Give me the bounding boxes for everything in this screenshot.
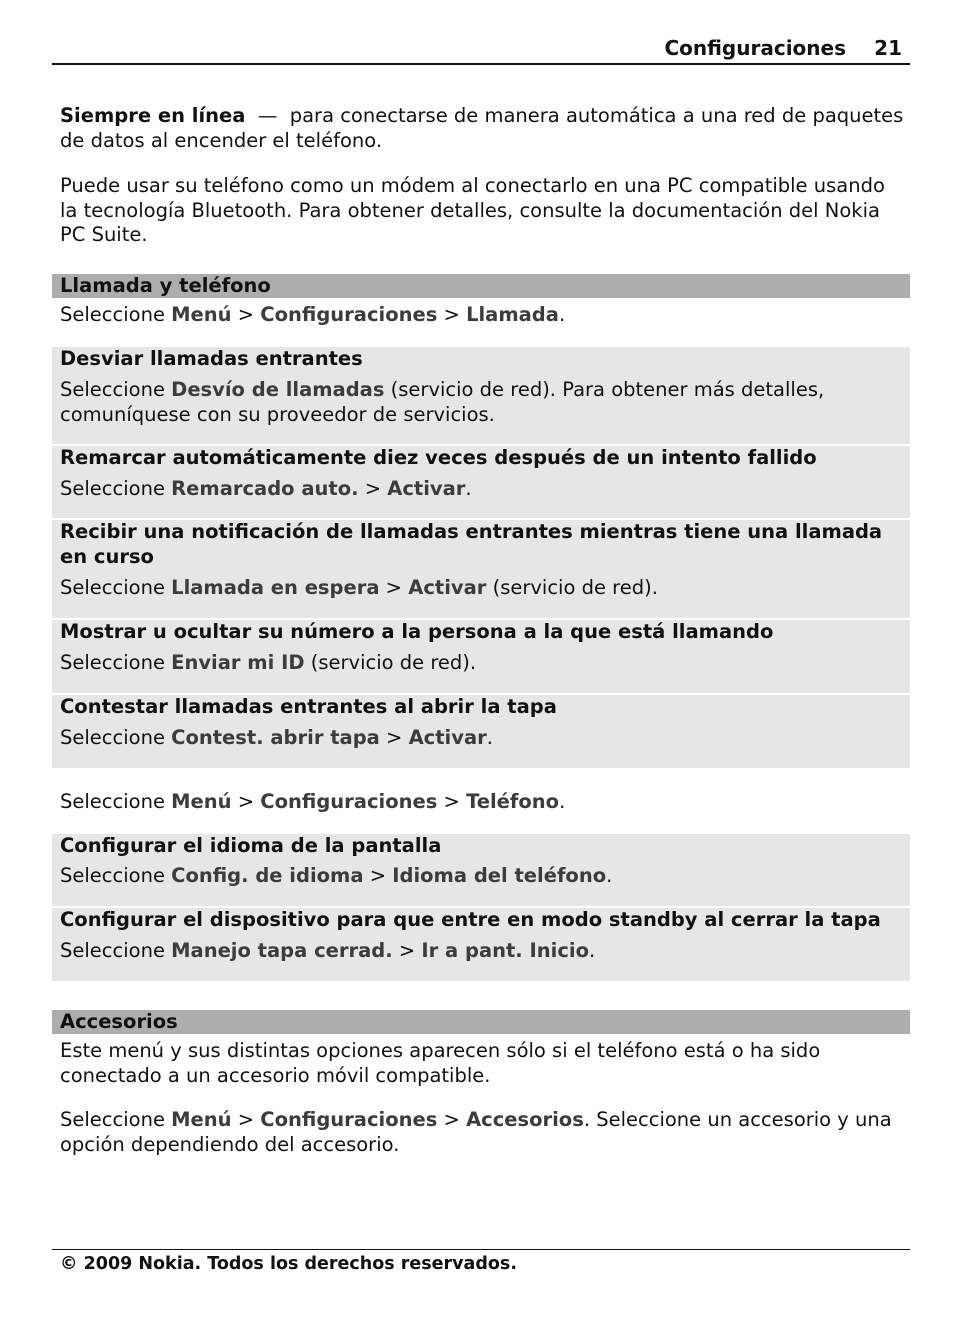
term-siempre-en-linea: Siempre en línea <box>60 104 246 127</box>
option-box-standby <box>52 908 910 981</box>
desc-prefix: Seleccione <box>60 378 165 401</box>
option-description <box>60 651 900 676</box>
option-title: Configurar el dispositivo para que entre en modo standby al cerrar la tapa <box>60 908 881 931</box>
menu-item: Contest. abrir tapa <box>171 726 380 749</box>
desc-suffix: (servicio de red). <box>492 576 658 599</box>
menu-item: Desvío de llamadas <box>171 378 385 401</box>
menu-path-accesorios: Seleccione Menú > Configuraciones > Accesorios. Seleccione un accesorio y una opción dependiendo del accesorio. <box>60 1108 892 1156</box>
intro-paragraph-2: Puede usar su teléfono como un módem al conectarlo en una PC compatible usando la tecnología Bluetooth. Para obtener detalles, consulte la documentación del Nokia PC Suite. <box>60 174 885 246</box>
option-box-enviar-id <box>52 620 910 693</box>
menu-item: Remarcado auto. <box>171 477 359 500</box>
section-heading-llamada <box>52 274 910 298</box>
accesorios-paragraph-1: Este menú y sus distintas opciones aparecen sólo si el teléfono está o ha sido conectado a un accesorio móvil compatible. <box>60 1039 821 1087</box>
desc-prefix: Seleccione <box>60 477 165 500</box>
option-box-desviar <box>52 347 910 444</box>
header-title: Configuraciones <box>664 36 846 60</box>
menu-item: Ir a pant. Inicio <box>421 939 589 962</box>
menu-item: Activar <box>387 477 466 500</box>
option-title: Configurar el idioma de la pantalla <box>60 834 442 857</box>
menu-item-menu: Menú <box>171 1108 232 1131</box>
option-box-contestar-tapa <box>52 695 910 768</box>
intro-paragraph-1 <box>60 104 906 153</box>
section-title: Llamada y teléfono <box>60 274 271 297</box>
menu-item: Activar <box>408 726 487 749</box>
option-title: Contestar llamadas entrantes al abrir la tapa <box>60 695 557 718</box>
page-number: 21 <box>874 36 902 60</box>
page-footer <box>52 1249 910 1274</box>
option-title: Mostrar u ocultar su número a la persona a la que está llamando <box>60 620 774 643</box>
em-dash: — <box>257 104 278 127</box>
page-header <box>52 30 910 65</box>
option-description: Seleccione Config. de idioma > Idioma del teléfono. <box>60 864 613 887</box>
desc-prefix: Seleccione <box>60 651 165 674</box>
menu-item-telefono: Teléfono <box>466 790 560 813</box>
menu-item-configuraciones: Configuraciones <box>260 790 438 813</box>
menu-item-configuraciones: Configuraciones <box>260 303 438 326</box>
menu-item: Activar <box>408 576 487 599</box>
desc-prefix: Seleccione <box>60 576 165 599</box>
option-title: Remarcar automáticamente diez veces después de un intento fallido <box>60 446 817 469</box>
desc-prefix: Seleccione <box>60 939 165 962</box>
desc-suffix: (servicio de red). Para obtener más detalles, comuníquese con su proveedor de servicios. <box>60 378 825 426</box>
option-description <box>60 378 900 427</box>
option-box-remarcar <box>52 446 910 518</box>
desc-prefix: Seleccione <box>60 864 165 887</box>
menu-item: Idioma del teléfono <box>392 864 607 887</box>
path-prefix: Seleccione <box>60 303 165 326</box>
copyright: © 2009 Nokia. Todos los derechos reservados. <box>60 1254 517 1274</box>
option-title: Desviar llamadas entrantes <box>60 347 363 370</box>
menu-item-menu: Menú <box>171 303 232 326</box>
menu-item-llamada: Llamada <box>466 303 559 326</box>
option-description: Seleccione Manejo tapa cerrad. > Ir a pant. Inicio. <box>60 939 596 962</box>
option-title: Recibir una notificación de llamadas entrantes mientras tiene una llamada en curso <box>60 520 883 568</box>
menu-item-configuraciones: Configuraciones <box>260 1108 438 1131</box>
menu-path-llamada: Seleccione Menú > Configuraciones > Llamada. <box>60 303 566 326</box>
option-box-llamada-espera <box>52 520 910 618</box>
path-prefix: Seleccione <box>60 1108 165 1131</box>
option-description: Seleccione Contest. abrir tapa > Activar. <box>60 726 493 749</box>
menu-item: Config. de idioma <box>171 864 364 887</box>
section-title: Accesorios <box>60 1010 178 1033</box>
menu-item: Enviar mi ID <box>171 651 305 674</box>
option-description: Seleccione Remarcado auto. > Activar. <box>60 477 472 500</box>
option-description: Seleccione Llamada en espera > Activar (servicio de red). <box>60 576 658 599</box>
path-suffix: Seleccione un accesorio y una opción dependiendo del accesorio. <box>60 1108 892 1156</box>
menu-item-menu: Menú <box>171 790 232 813</box>
menu-item: Manejo tapa cerrad. <box>171 939 393 962</box>
menu-item: Llamada en espera <box>171 576 380 599</box>
menu-item-accesorios: Accesorios <box>466 1108 584 1131</box>
desc-suffix: (servicio de red). <box>310 651 477 674</box>
menu-path-telefono: Seleccione Menú > Configuraciones > Teléfono. <box>60 790 566 813</box>
path-prefix: Seleccione <box>60 790 165 813</box>
option-box-idioma <box>52 834 910 906</box>
desc-prefix: Seleccione <box>60 726 165 749</box>
section-heading-accesorios <box>52 1010 910 1034</box>
term-definition: para conectarse de manera automática a una red de paquetes de datos al encender el teléfono. <box>60 104 904 152</box>
